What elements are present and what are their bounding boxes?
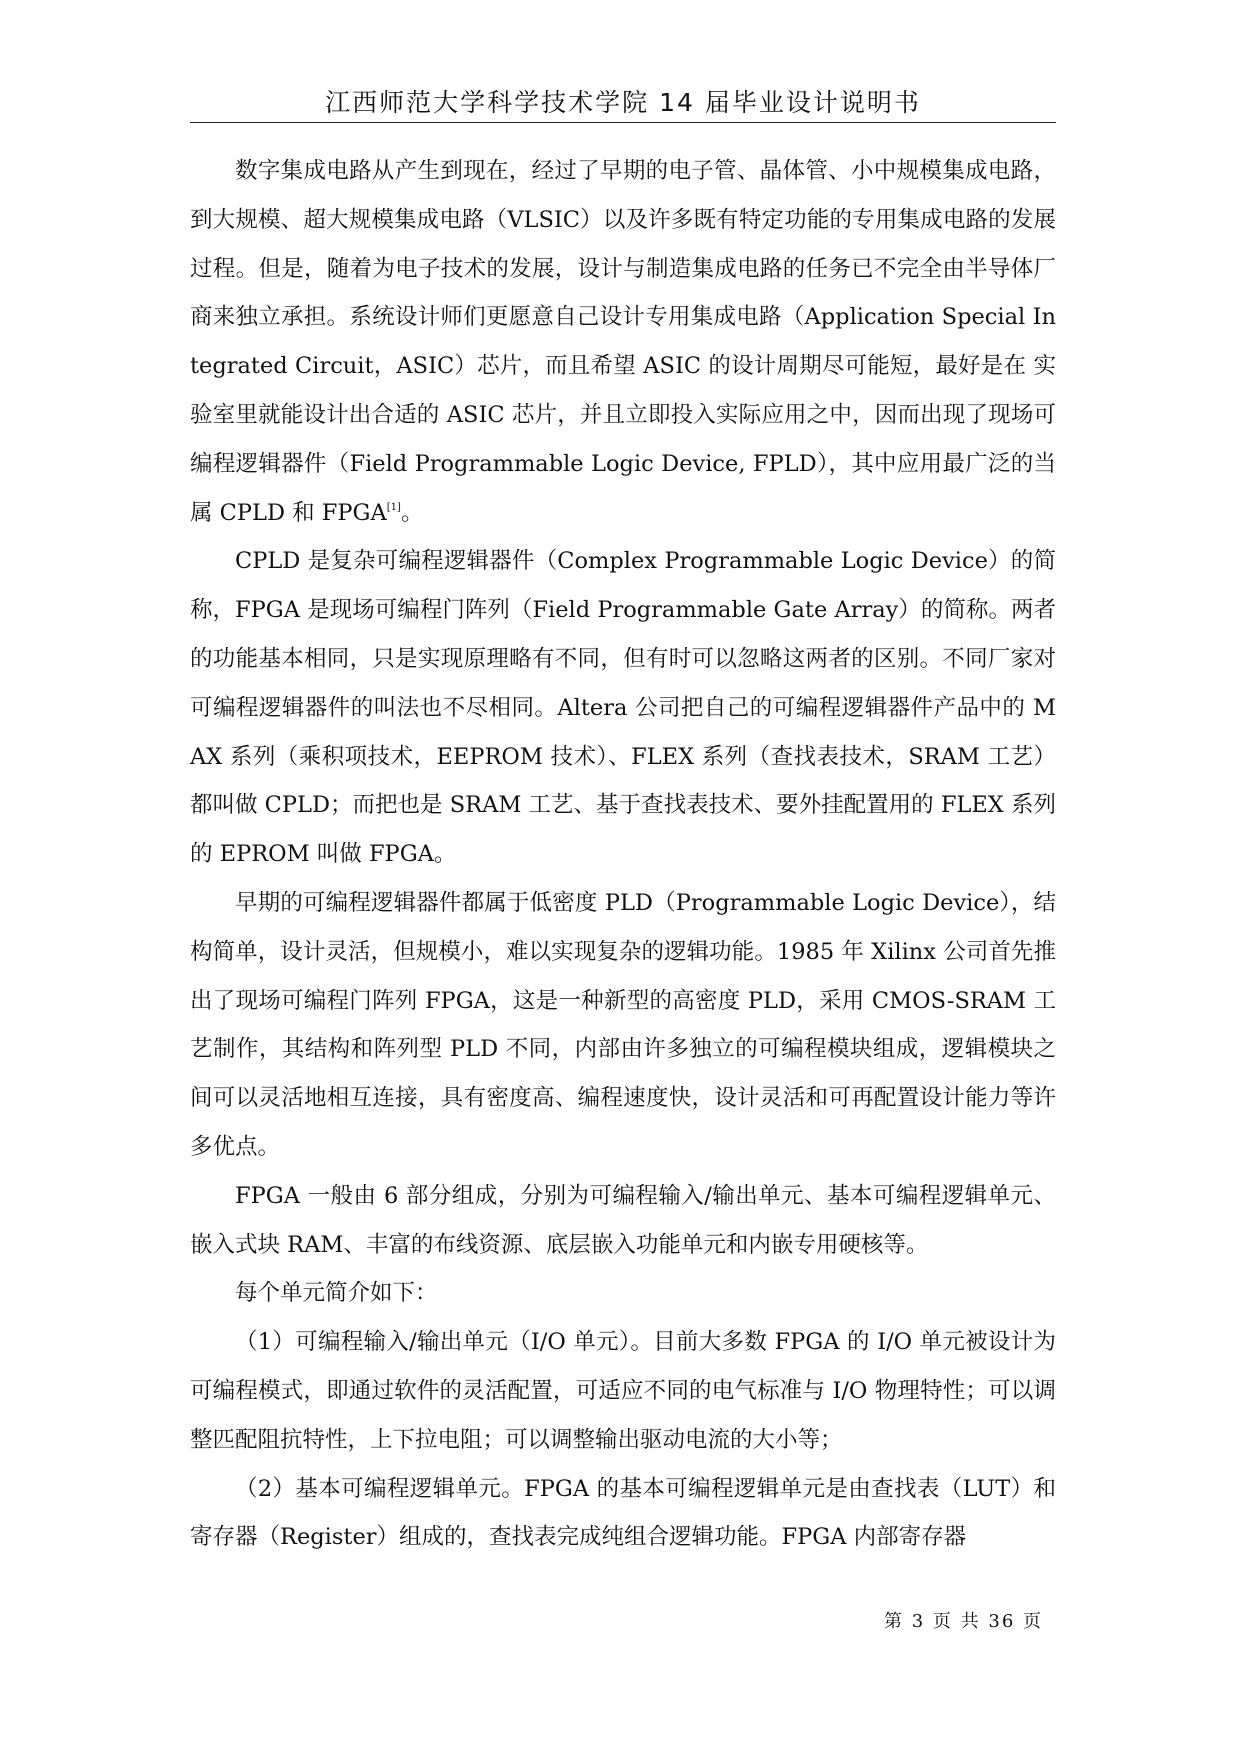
paragraph-tail: 。	[400, 499, 424, 526]
paragraph-unit-intro: 每个单元简介如下：	[235, 1280, 438, 1307]
page-header: 江西师范大学科学技术学院 14 届毕业设计说明书	[190, 84, 1056, 123]
paragraph-io-unit: （1）可编程输入/输出单元（I/O 单元）。目前大多数 FPGA 的 I/O 单元被设计为可编程模式，即通过软件的灵活配置，可适应不同的电气标准与 I/O 物理特性；可以调整匹配阻抗特性，上下拉电阻；可以调整输出驱动电流的大小等；	[190, 1329, 1056, 1453]
paragraph-history: 早期的可编程逻辑器件都属于低密度 PLD（Programmable Logic Device），结构简单，设计灵活，但规模小，难以实现复杂的逻辑功能。1985 年 Xilinx 公司首先推出了现场可编程门阵列 FPGA，这是一种新型的高密度 PLD，采用 CMOS-SRAM 工艺制作，其结构和阵列型 PLD 不同，内部由许多独立的可编程模块组成，逻辑模块之间可以灵活地相互连接，具有密度高、编程速度快，设计灵活和可再配置设计能力等许多优点。	[190, 889, 1056, 1160]
page-number: 第 3 页 共 36 页	[884, 1611, 1043, 1632]
paragraph-cpld-fpga: CPLD 是复杂可编程逻辑器件（Complex Programmable Logic Device）的简称，FPGA 是现场可编程门阵列（Field Programmable Gate Array）的简称。两者的功能基本相同，只是实现原理略有不同，但有时可以忽略这两者的区别。不同厂家对可编程逻辑器件的叫法也不尽相同。Altera 公司把自己的可编程逻辑器件产品中的 MAX 系列（乘积项技术，EEPROM 技术）、FLEX 系列（查找表技术，SRAM 工艺）都叫做 CPLD；而把也是 SRAM 工艺、基于查找表技术、要外挂配置用的 FLEX 系列的 EPROM 叫做 FPGA。	[190, 548, 1056, 868]
paragraph-logic-unit: （2）基本可编程逻辑单元。FPGA 的基本可编程逻辑单元是由查找表（LUT）和寄存器（Register）组成的，查找表完成纯组合逻辑功能。FPGA 内部寄存器	[190, 1475, 1056, 1551]
paragraph-fpga-parts: FPGA 一般由 6 部分组成，分别为可编程输入/输出单元、基本可编程逻辑单元、嵌入式块 RAM、丰富的布线资源、底层嵌入功能单元和内嵌专用硬核等。	[190, 1182, 1056, 1258]
paragraph-intro	[190, 147, 1056, 537]
document-body	[190, 147, 1056, 1562]
citation-ref: [1]	[386, 501, 401, 513]
paragraph-text: 数字集成电路从产生到现在，经过了早期的电子管、晶体管、小中规模集成电路，到大规模、超大规模集成电路（VLSIC）以及许多既有特定功能的专用集成电路的发展过程。但是，随着为电子技术的发展，设计与制造集成电路的任务已不完全由半导体厂商来独立承担。系统设计师们更愿意自己设计专用集成电路（Application Special Integrated Circuit，ASIC）芯片，而且希望 ASIC 的设计周期尽可能短，最好是在 实验室里就能设计出合适的 ASIC 芯片，并且立即投入实际应用之中，因而出现了现场可编程逻辑器件（Field Programmable Logic Device, FPLD），其中应用最广泛的当属 CPLD 和 FPGA	[190, 158, 1056, 526]
